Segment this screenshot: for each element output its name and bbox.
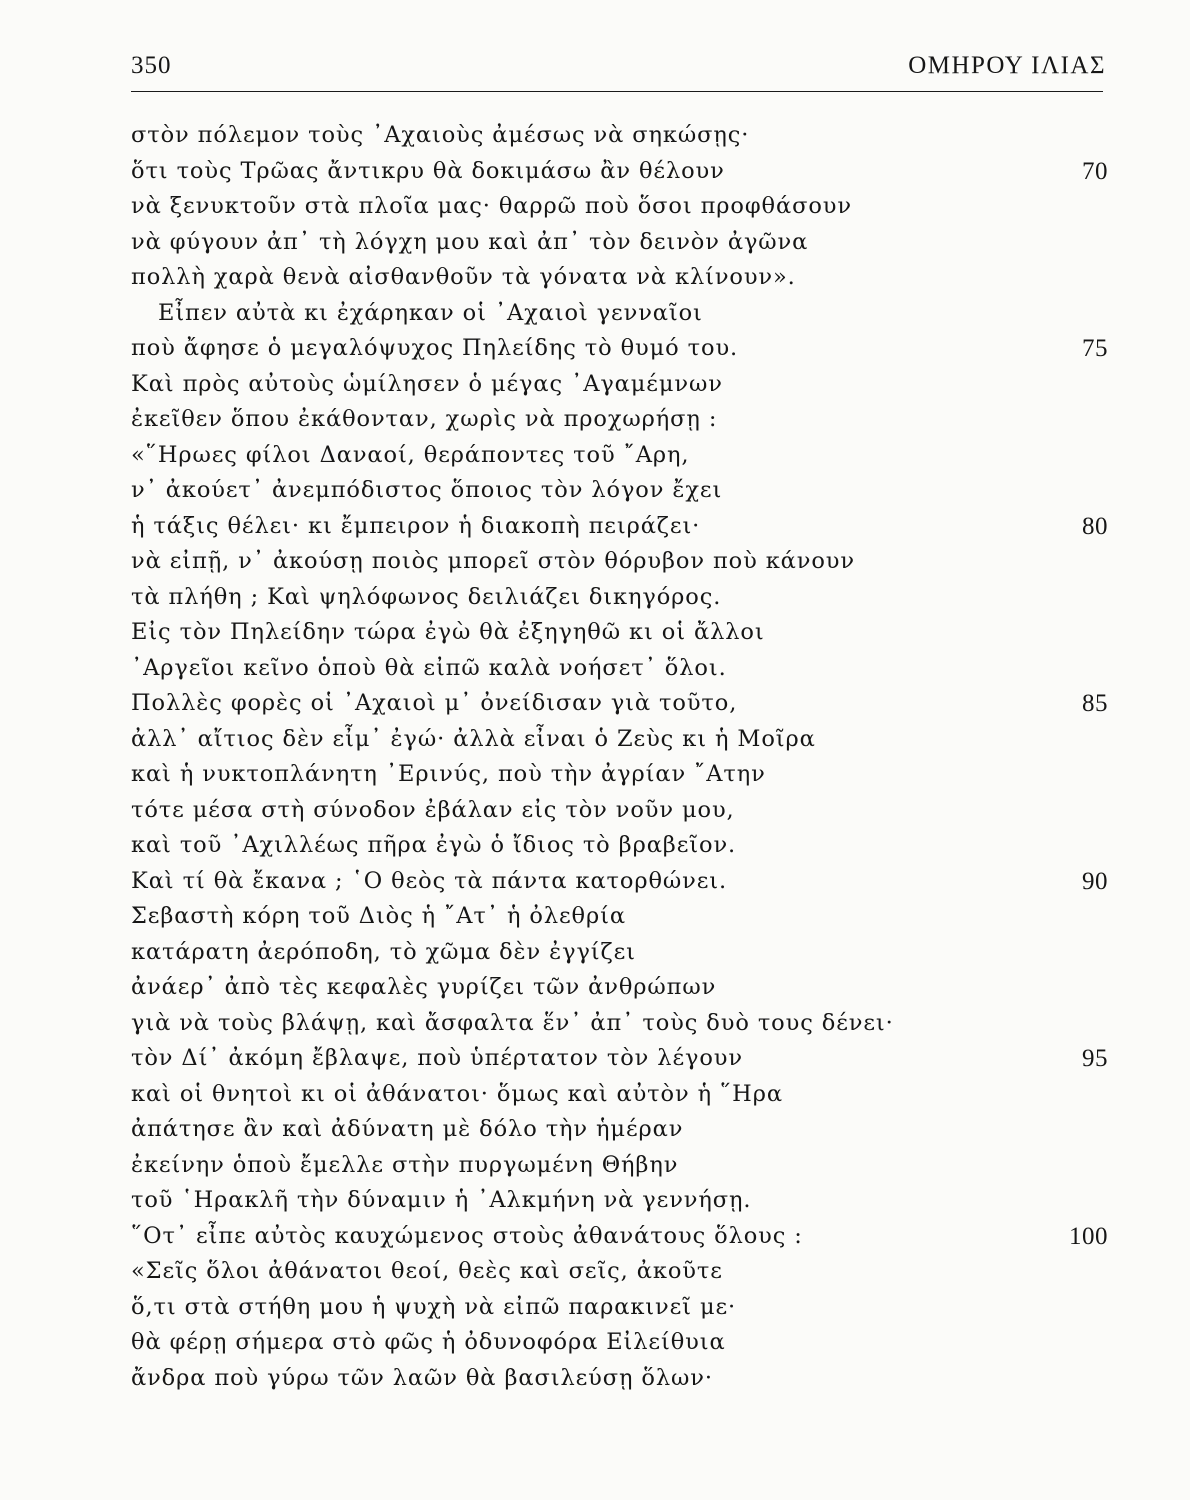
verse-line xyxy=(0,189,1190,225)
verse-line xyxy=(0,793,1190,829)
verse-text: κατάρατη ἀερόποδη, τὸ χῶμα δὲν ἐγγίζει xyxy=(131,938,636,965)
line-number: 100 xyxy=(1069,1222,1108,1250)
verse-text: ἄνδρα ποὺ γύρω τῶν λαῶν θὰ βασιλεύσῃ ὅλων· xyxy=(131,1364,713,1391)
verse-line xyxy=(0,509,1190,545)
verse-text: τὸν Δί᾿ ἀκόμη ἔβλαψε, ποὺ ὑπέρτατον τὸν λέγουν xyxy=(131,1045,743,1071)
verse-text: ἡ τάξις θέλει· κι ἔμπειρον ἡ διακοπὴ πειράζει· xyxy=(131,512,701,539)
verse-line xyxy=(0,331,1190,367)
verse-line xyxy=(0,1041,1190,1077)
verse-line xyxy=(0,864,1190,900)
page-header xyxy=(131,52,1106,86)
verse-text: ἀπάτησε ἂν καὶ ἀδύνατη μὲ δόλο τὴν ἡμέραν xyxy=(131,1116,684,1142)
page-number: 350 xyxy=(131,52,172,79)
verse-line xyxy=(0,438,1190,474)
verse-text: ῞Οτ᾿ εἶπε αὐτὸς καυχώμενος στοὺς ἀθανάτους ὅλους : xyxy=(131,1222,803,1249)
verse-text: ποὺ ἄφησε ὁ μεγαλόψυχος Πηλείδης τὸ θυμό του. xyxy=(131,335,739,361)
verse-text: καὶ ἡ νυκτοπλάνητη ᾿Ερινύς, ποὺ τὴν ἀγρίαν ῎Ατην xyxy=(131,761,766,787)
verse-text: Καὶ τί θὰ ἔκανα ; ῾Ο θεὸς τὰ πάντα κατορθώνει. xyxy=(131,867,728,894)
verse-line xyxy=(0,1361,1190,1397)
verse-line xyxy=(0,225,1190,261)
verse-line xyxy=(0,367,1190,403)
verse-text: ᾿Αργεῖοι κεῖνο ὁποὺ θὰ εἰπῶ καλὰ νοήσετ᾿ ὅλοι. xyxy=(131,654,727,681)
verse-line xyxy=(0,935,1190,971)
verse-line xyxy=(0,1219,1190,1255)
verse-text: στὸν πόλεμον τοὺς ᾿Αχαιοὺς ἀμέσως νὰ σηκώσῃς· xyxy=(131,122,750,148)
verse-line xyxy=(0,686,1190,722)
poem-text xyxy=(0,118,1190,1396)
verse-line xyxy=(0,1290,1190,1326)
verse-text: Εἶπεν αὐτὰ κι ἐχάρηκαν οἱ ᾿Αχαιοὶ γενναῖοι xyxy=(158,299,703,326)
verse-line xyxy=(0,1254,1190,1290)
header-rule xyxy=(131,91,1103,92)
verse-text: ὅτι τοὺς Τρῶας ἄντικρυ θὰ δοκιμάσω ἂν θέλουν xyxy=(131,157,725,184)
verse-line xyxy=(0,615,1190,651)
verse-text: Σεβαστὴ κόρη τοῦ Διὸς ἡ ῎Ατ᾿ ἡ ὀλεθρία xyxy=(131,903,626,929)
verse-line xyxy=(0,402,1190,438)
verse-text: «῞Ηρωες φίλοι Δαναοί, θεράποντες τοῦ ῎Αρη, xyxy=(131,441,690,468)
verse-text: Καὶ πρὸς αὐτοὺς ὡμίλησεν ὁ μέγας ᾿Αγαμέμνων xyxy=(131,370,723,397)
verse-line xyxy=(0,970,1190,1006)
verse-line xyxy=(0,1077,1190,1113)
verse-line xyxy=(0,544,1190,580)
verse-text: τοῦ ῾Ηρακλῆ τὴν δύναμιν ἡ ᾿Αλκμήνη νὰ γεννήσῃ. xyxy=(131,1187,752,1213)
verse-line xyxy=(0,828,1190,864)
verse-text: νὰ φύγουν ἀπ᾿ τὴ λόγχη μου καὶ ἀπ᾿ τὸν δεινὸν ἀγῶνα xyxy=(131,228,809,255)
verse-line xyxy=(0,722,1190,758)
verse-line xyxy=(0,1112,1190,1148)
verse-text: θὰ φέρῃ σήμερα στὸ φῶς ἡ ὀδυνοφόρα Εἰλείθυια xyxy=(131,1329,726,1355)
verse-text: ἐκεῖθεν ὅπου ἐκάθονταν, χωρὶς νὰ προχωρήσῃ : xyxy=(131,406,718,432)
verse-text: «Σεῖς ὅλοι ἀθάνατοι θεοί, θεὲς καὶ σεῖς, ἀκοῦτε xyxy=(131,1258,723,1284)
verse-line xyxy=(0,1148,1190,1184)
verse-text: ὅ,τι στὰ στήθη μου ἡ ψυχὴ νὰ εἰπῶ παρακινεῖ με· xyxy=(131,1293,737,1320)
verse-line xyxy=(0,580,1190,616)
verse-line xyxy=(0,473,1190,509)
verse-line xyxy=(0,757,1190,793)
verse-text: ἀνάερ᾿ ἀπὸ τὲς κεφαλὲς γυρίζει τῶν ἀνθρώπων xyxy=(131,974,717,1000)
verse-line xyxy=(0,260,1190,296)
line-number: 90 xyxy=(1082,867,1108,895)
verse-line xyxy=(0,899,1190,935)
line-number: 85 xyxy=(1082,690,1108,717)
verse-line xyxy=(0,118,1190,154)
line-number: 95 xyxy=(1082,1045,1108,1072)
verse-text: Πολλὲς φορὲς οἱ ᾿Αχαιοὶ μ᾿ ὀνείδισαν γιὰ τοῦτο, xyxy=(131,690,738,716)
verse-line xyxy=(0,296,1190,332)
line-number: 75 xyxy=(1082,335,1108,362)
verse-line xyxy=(0,651,1190,687)
verse-text: γιὰ νὰ τοὺς βλάψῃ, καὶ ἄσφαλτα ἕν᾿ ἀπ᾿ τοὺς δυὸ τους δένει· xyxy=(131,1009,894,1036)
verse-text: τὰ πλήθη ; Καὶ ψηλόφωνος δειλιάζει δικηγόρος. xyxy=(131,583,722,610)
verse-text: Εἰς τὸν Πηλείδην τώρα ἐγὼ θὰ ἐξηγηθῶ κι οἱ ἄλλοι xyxy=(131,619,765,645)
verse-line xyxy=(0,1006,1190,1042)
verse-text: ἐκείνην ὁποὺ ἔμελλε στὴν πυργωμένη Θήβην xyxy=(131,1151,679,1178)
verse-text: πολλὴ χαρὰ θενὰ αἰσθανθοῦν τὰ γόνατα νὰ κλίνουν». xyxy=(131,264,796,290)
verse-text: νὰ εἰπῇ, ν᾿ ἀκούσῃ ποιὸς μπορεῖ στὸν θόρυβον ποὺ κάνουν xyxy=(131,548,855,574)
verse-line xyxy=(0,1183,1190,1219)
verse-text: καὶ οἱ θνητοὶ κι οἱ ἀθάνατοι· ὅμως καὶ αὐτὸν ἡ ῞Ηρα xyxy=(131,1080,783,1107)
line-number: 70 xyxy=(1082,157,1108,185)
verse-text: ἀλλ᾿ αἴτιος δὲν εἶμ᾿ ἐγώ· ἀλλὰ εἶναι ὁ Ζεὺς κι ἡ Μοῖρα xyxy=(131,725,816,752)
verse-text: νὰ ξενυκτοῦν στὰ πλοῖα μας· θαρρῶ ποὺ ὅσοι προφθάσουν xyxy=(131,193,852,219)
verse-line xyxy=(0,154,1190,190)
verse-line xyxy=(0,1325,1190,1361)
running-title: ΟΜΗΡΟΥ ΙΛΙΑΣ xyxy=(908,52,1106,79)
verse-text: τότε μέσα στὴ σύνοδον ἐβάλαν εἰς τὸν νοῦν μου, xyxy=(131,796,735,823)
verse-text: καὶ τοῦ ᾿Αχιλλέως πῆρα ἐγὼ ὁ ἴδιος τὸ βραβεῖον. xyxy=(131,832,737,858)
line-number: 80 xyxy=(1082,512,1108,540)
verse-text: ν᾿ ἀκούετ᾿ ἀνεμπόδιστος ὅποιος τὸν λόγον ἔχει xyxy=(131,477,723,503)
